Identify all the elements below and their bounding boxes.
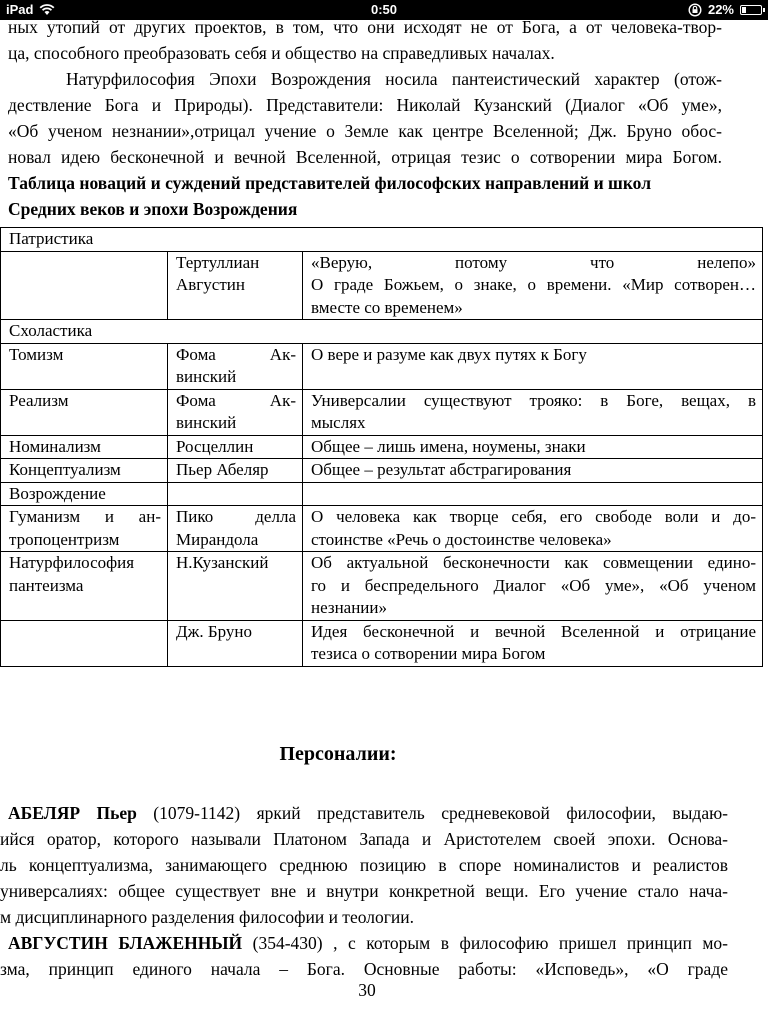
cell-line: Общее – лишь имена, ноумены, знаки xyxy=(311,436,586,456)
page-number: 30 xyxy=(358,980,376,1000)
text-line: ных утопий от других проектов, в том, что они исходят не от Бога, а от человека-твор- xyxy=(8,20,722,37)
cell-line: Общее – результат абстрагирования xyxy=(311,460,572,479)
text-line: Натурфилософия Эпохи Возрождения носила пантеистический характер (отож- xyxy=(66,69,722,89)
table-row xyxy=(1,620,763,666)
direction-cell xyxy=(1,343,168,389)
idea-cell xyxy=(303,389,763,435)
idea-cell xyxy=(303,482,763,506)
table-row xyxy=(1,251,763,320)
text-line: ль концептуализма, занимающего среднюю позицию в споре номиналистов и реалистов xyxy=(0,855,728,875)
direction-cell xyxy=(1,389,168,435)
section-header: Патристика xyxy=(1,228,763,252)
text-line: зма, принцип единого начала – Бога. Основные работы: «Исповедь», «О граде xyxy=(0,959,728,979)
idea-cell xyxy=(303,251,763,320)
thinker-cell xyxy=(168,389,303,435)
text-line: ийся оратор, которого называли Платоном Запада и Аристотелем своей эпохи. Основа- xyxy=(0,829,728,849)
cell-line: тропоцентризм xyxy=(9,529,120,549)
text-line: новал идею бесконечной и вечной Вселенной, отрицая тезис о сотворении мира Богом. xyxy=(8,147,722,167)
augustine-entry xyxy=(0,930,728,982)
cell-line: вместе со временем» xyxy=(311,297,463,317)
cell-line: Идея бесконечной и вечной Вселенной и отрицание xyxy=(311,621,756,641)
cell-line: го и беспредельного Диалог «Об уме», «Об ученом xyxy=(311,575,756,595)
table-row xyxy=(1,459,763,483)
status-right xyxy=(688,2,762,17)
intro-paragraph xyxy=(8,20,722,66)
cell-line: Фома Ак- xyxy=(176,344,296,364)
text-line: ца, способного преобразовать себя и общество на справедливых началах. xyxy=(8,43,555,63)
heading-line: Средних веков и эпохи Возрождения xyxy=(8,199,298,219)
idea-cell xyxy=(303,620,763,666)
cell-line: Возрождение xyxy=(9,483,106,503)
cell-line: Дж. Бруно xyxy=(176,621,252,641)
cell-line: винский xyxy=(176,413,237,432)
direction-cell xyxy=(1,506,168,552)
cell-line: Августин xyxy=(176,275,245,294)
thinker-cell xyxy=(168,435,303,459)
idea-cell xyxy=(303,552,763,621)
idea-cell xyxy=(303,435,763,459)
cell-line: винский xyxy=(176,367,237,386)
cell-line: Натурфилософия xyxy=(9,553,135,572)
cell-line: мыслях xyxy=(311,413,366,432)
innovations-table xyxy=(0,227,763,667)
direction-cell xyxy=(1,251,168,320)
cell-line: Пико делла xyxy=(176,507,296,526)
person-name: АВГУСТИН БЛАЖЕННЫЙ xyxy=(8,933,243,953)
cell-line: тезиса о сотворении мира Богом xyxy=(311,644,546,663)
cell-line: «Верую, потому что нелепо» xyxy=(311,252,756,272)
cell-line: Универсалии существуют трояко: в Боге, вещах, в xyxy=(311,390,756,410)
text-line: АБЕЛЯР Пьер (1079-1142) яркий представитель средневековой философии, выдаю- xyxy=(8,803,728,823)
table-heading xyxy=(8,170,748,222)
cell-line: Тертуллиан xyxy=(176,252,260,272)
battery-icon xyxy=(740,5,762,15)
table-row xyxy=(1,482,763,506)
cell-line: Номинализм xyxy=(9,436,101,456)
table-row xyxy=(1,343,763,389)
text-line: АВГУСТИН БЛАЖЕННЫЙ (354-430) , с которым в философию пришел принцип мо- xyxy=(8,933,728,953)
idea-cell xyxy=(303,506,763,552)
cell-line: О вере и разуме как двух путях к Богу xyxy=(311,344,587,364)
cell-line: Н.Кузанский xyxy=(176,553,269,572)
personalia-title: Персоналии: xyxy=(279,743,397,765)
table-row xyxy=(1,552,763,621)
cell-line: Мирандола xyxy=(176,529,259,549)
direction-cell xyxy=(1,552,168,621)
cell-line: Реализм xyxy=(9,390,69,410)
thinker-cell xyxy=(168,620,303,666)
cell-line: О граде Божьем, о знаке, о времени. «Мир сотворен… xyxy=(311,275,756,294)
idea-cell xyxy=(303,459,763,483)
direction-cell xyxy=(1,620,168,666)
renaissance-paragraph xyxy=(8,66,722,170)
text-line: «Об ученом незнании»,отрицал учение о Земле как центре Вселенной; Дж. Бруно обос- xyxy=(8,121,722,141)
text-line: дествление Бога и Природы). Представители: Николай Кузанский (Диалог «Об уме», xyxy=(8,95,722,115)
battery-percent: 22% xyxy=(707,2,734,17)
thinker-cell xyxy=(168,506,303,552)
person-name: АБЕЛЯР Пьер xyxy=(8,803,137,823)
rotation-lock-icon xyxy=(688,3,702,17)
thinker-cell xyxy=(168,343,303,389)
cell-line: незнании» xyxy=(311,598,388,617)
cell-line: Томизм xyxy=(9,344,64,364)
cell-line: Пьер Абеляр xyxy=(176,460,269,479)
heading-line: Таблица новаций и суждений представителей философских направлений и школ xyxy=(8,173,652,193)
table-row xyxy=(1,389,763,435)
cell-line: Гуманизм и ан- xyxy=(9,507,161,526)
direction-cell xyxy=(1,435,168,459)
text-line: универсалиях: общее существует вне и внутри конкретной вещи. Его учение стало нача- xyxy=(0,881,728,901)
cell-line: Росцеллин xyxy=(176,436,254,456)
direction-cell xyxy=(1,482,168,506)
device-name: iPad xyxy=(6,2,34,17)
cell-line: Фома Ак- xyxy=(176,390,296,410)
table-row xyxy=(1,320,763,344)
thinker-cell xyxy=(168,251,303,320)
status-bar xyxy=(0,0,768,20)
table-row xyxy=(1,228,763,252)
book-page xyxy=(0,20,768,1024)
cell-line: Концептуализм xyxy=(9,460,121,479)
section-header: Схоластика xyxy=(1,320,763,344)
table-row xyxy=(1,435,763,459)
table-row xyxy=(1,506,763,552)
cell-line: Об актуальной бесконечности как совмещении едино- xyxy=(311,553,756,572)
cell-line: О человека как творце себя, его свободе воли и до- xyxy=(311,507,756,526)
direction-cell xyxy=(1,459,168,483)
thinker-cell xyxy=(168,552,303,621)
clock: 0:50 xyxy=(370,2,398,17)
idea-cell xyxy=(303,343,763,389)
thinker-cell xyxy=(168,459,303,483)
text-line: м дисциплинарного разделения философии и теологии. xyxy=(0,907,415,927)
cell-line: пантеизма xyxy=(9,575,84,595)
abelard-entry xyxy=(0,800,728,930)
thinker-cell xyxy=(168,482,303,506)
cell-line: стоинстве «Речь о достоинстве человека» xyxy=(311,529,612,549)
